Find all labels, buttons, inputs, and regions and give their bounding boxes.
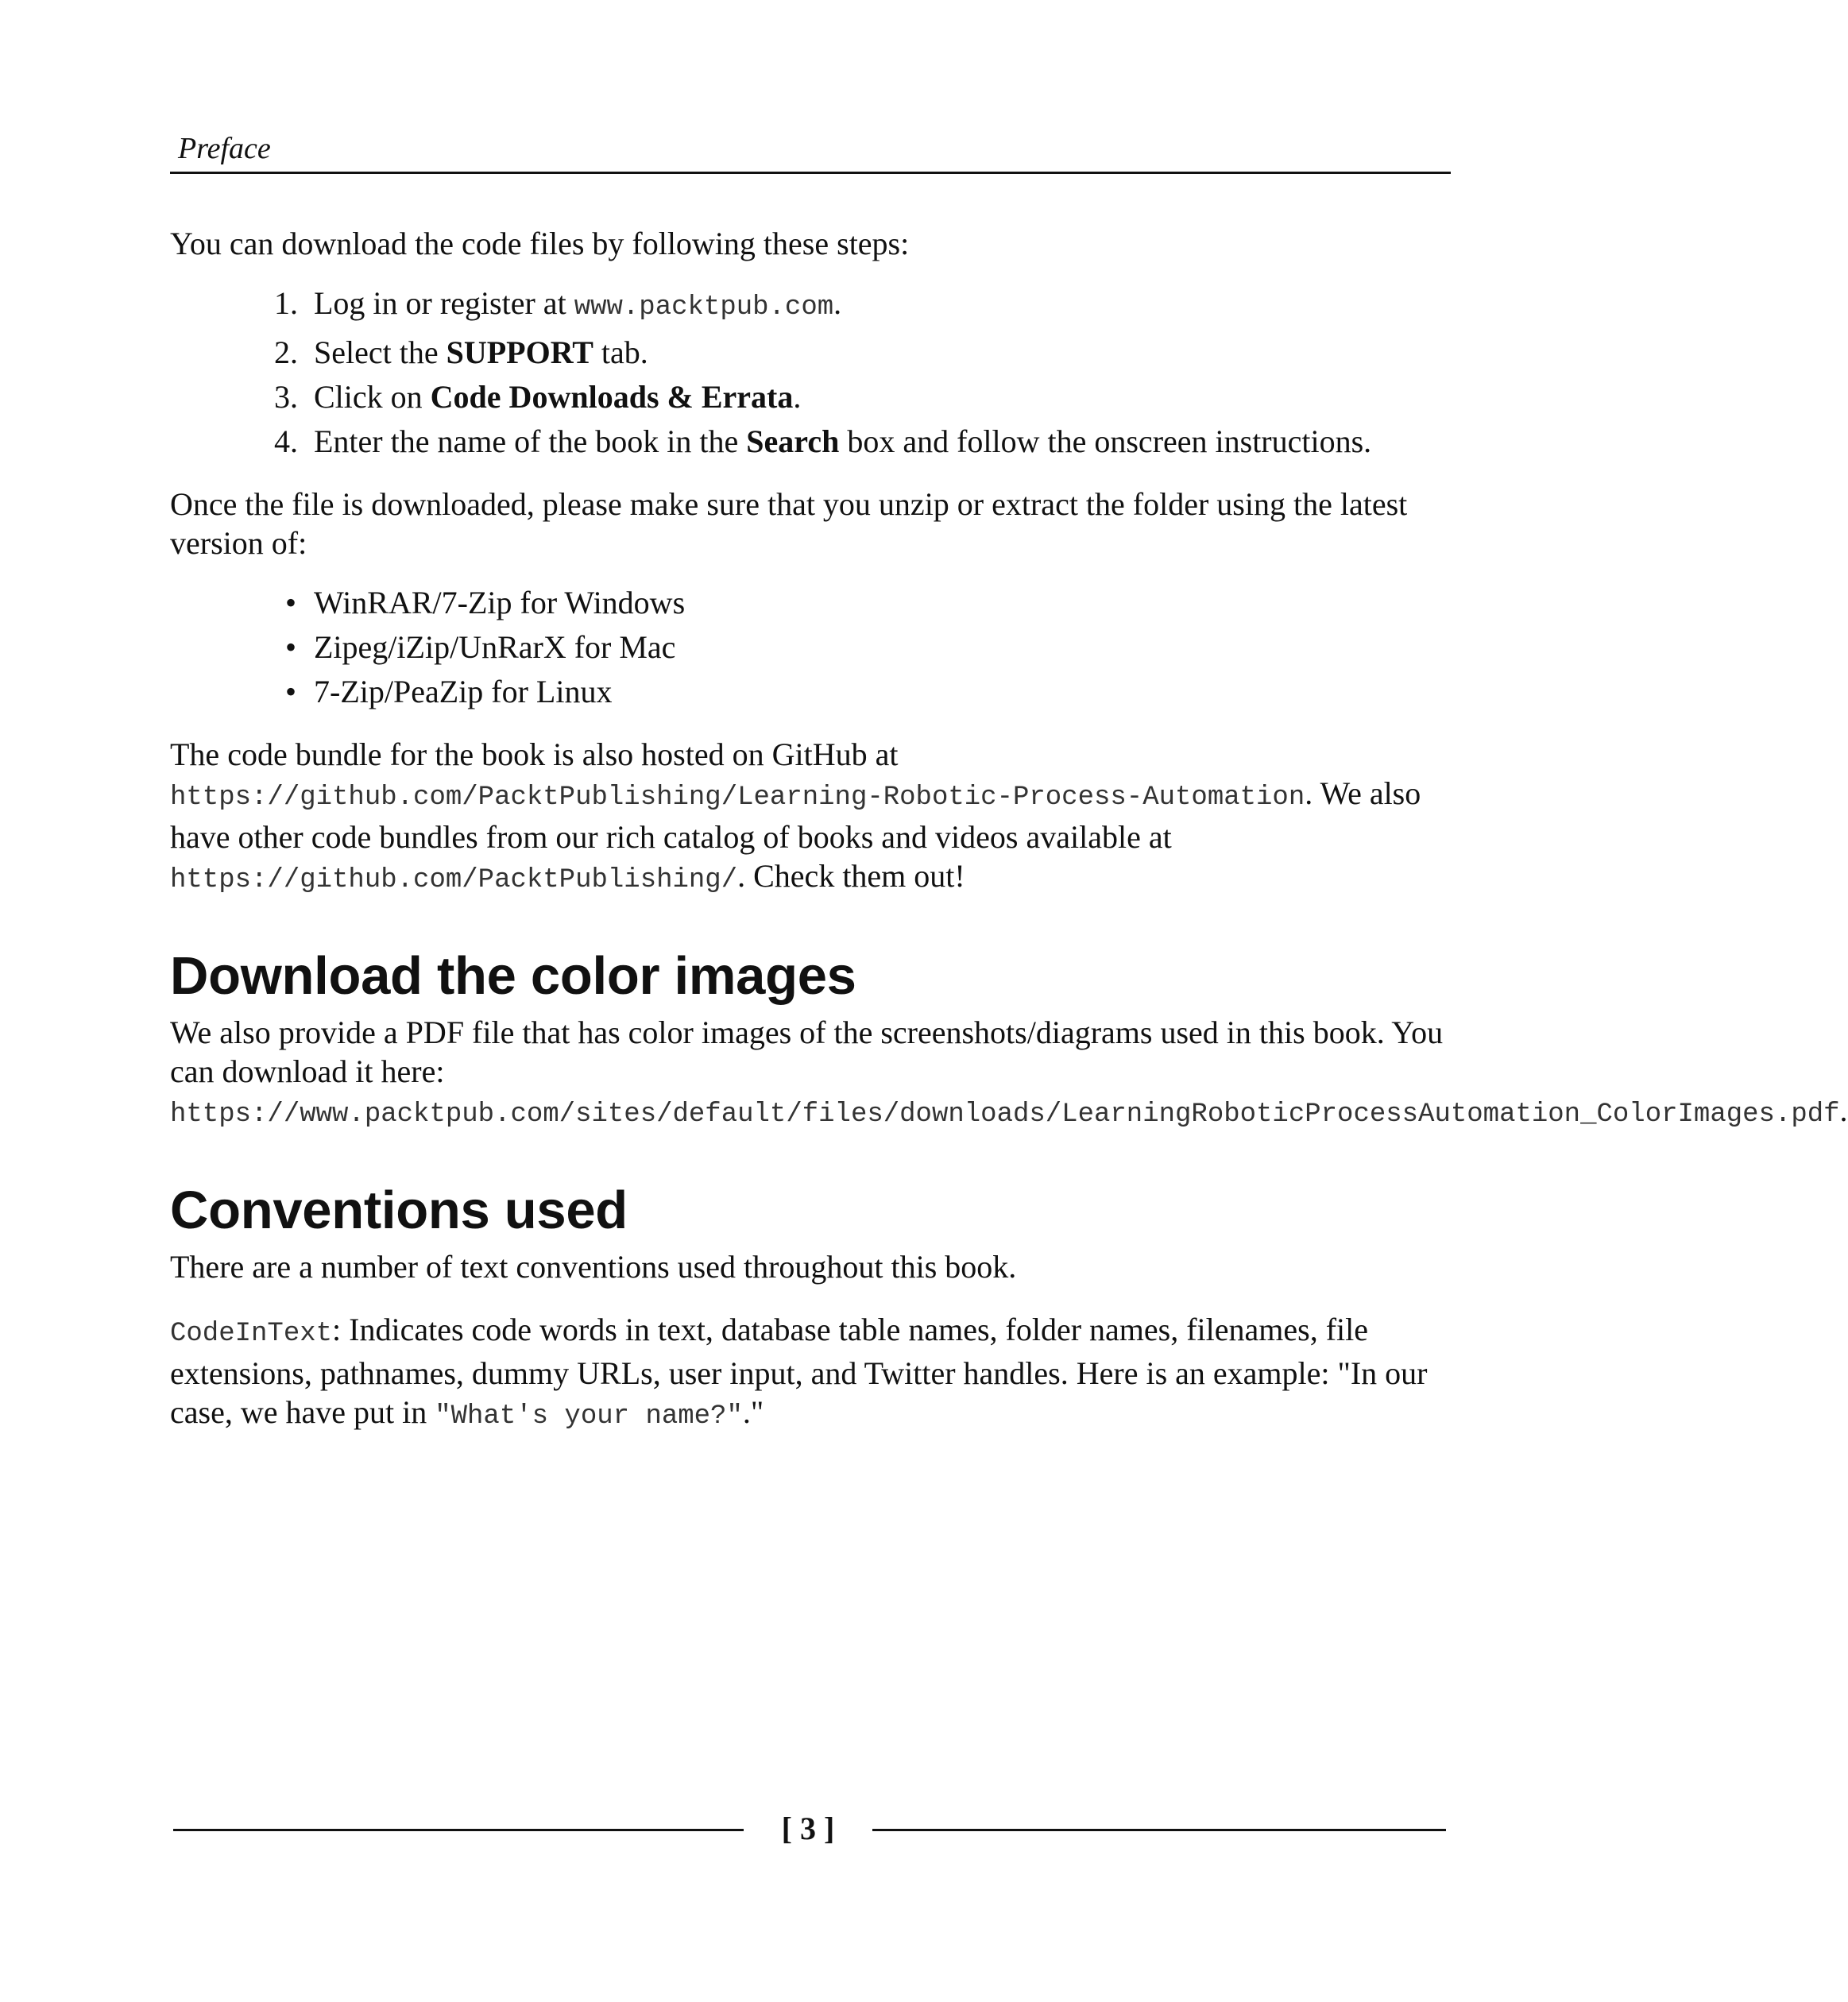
bullet-icon: •	[285, 585, 297, 620]
footer-divider-left	[173, 1829, 744, 1831]
search-term: Search	[746, 423, 840, 459]
github-repo-link[interactable]: https://github.com/PacktPublishing/Learning-Robotic-Process-Automation	[170, 783, 1305, 813]
bullet-icon: •	[285, 674, 297, 709]
conventions-heading: Conventions used	[170, 1181, 628, 1240]
conventions-intro: There are a number of text conventions used throughout this book.	[170, 1249, 1017, 1285]
color-images-paragraph: We also provide a PDF file that has color images of the screenshots/diagrams used in this book. You can download it here: https://www.packtpub.com/sites/default/files/downloads/LearningRoboticProcessAutomation_ColorImages.pdf.	[170, 1015, 1848, 1130]
list-item: 4. Enter the name of the book in the Search box and follow the onscreen instructions.	[274, 423, 1372, 459]
code-downloads-term: Code Downloads & Errata	[430, 379, 794, 415]
page-number: [ 3 ]	[781, 1811, 835, 1846]
list-item: • WinRAR/7-Zip for Windows	[285, 585, 686, 620]
footer-divider-right	[872, 1829, 1446, 1831]
color-images-pdf-link[interactable]: https://www.packtpub.com/sites/default/files/downloads/LearningRoboticProcessAutomation_ColorImages.pdf	[170, 1100, 1840, 1130]
page-header	[170, 133, 1451, 174]
download-steps-list	[170, 284, 1452, 461]
list-item: • 7-Zip/PeaZip for Linux	[285, 674, 613, 709]
running-header-title: Preface	[178, 132, 271, 165]
list-item: 1. Log in or register at www.packtpub.com.	[274, 285, 842, 323]
code-example: "What's your name?"	[435, 1401, 743, 1432]
download-intro: You can download the code files by following these steps:	[170, 226, 910, 261]
step-number: 4.	[274, 423, 298, 459]
list-item: 2. Select the SUPPORT tab.	[274, 334, 648, 370]
github-org-link[interactable]: https://github.com/PacktPublishing/	[170, 865, 738, 895]
step-number: 3.	[274, 379, 298, 415]
unzip-paragraph: Once the file is downloaded, please make sure that you unzip or extract the folder using the latest version of:	[170, 486, 1408, 561]
support-tab-term: SUPPORT	[446, 334, 593, 370]
page-content	[170, 224, 1848, 1436]
list-item: 3. Click on Code Downloads & Errata.	[274, 379, 802, 415]
packtpub-link[interactable]: www.packtpub.com	[574, 292, 834, 323]
bullet-icon: •	[285, 629, 297, 665]
unzip-tools-list	[170, 583, 1452, 711]
page-footer	[170, 1805, 1452, 1853]
step-number: 2.	[274, 334, 298, 370]
github-paragraph: The code bundle for the book is also hosted on GitHub at https://github.com/PacktPublishing/Learning-Robotic-Process-Automation. We also have other code bundles from our rich catalog of books and videos available at https://github.com/PacktPublishing/. Check them out!	[170, 736, 1421, 895]
list-item: • Zipeg/iZip/UnRarX for Mac	[285, 629, 676, 665]
codeintext-label: CodeInText	[170, 1319, 333, 1349]
codeintext-paragraph: CodeInText: Indicates code words in text, database table names, folder names, filenames, file extensions, pathnames, dummy URLs, user input, and Twitter handles. Here is an example: "In our case, we have put in "What's your name?"."	[170, 1312, 1428, 1432]
color-images-heading: Download the color images	[170, 946, 856, 1006]
step-number: 1.	[274, 285, 298, 321]
